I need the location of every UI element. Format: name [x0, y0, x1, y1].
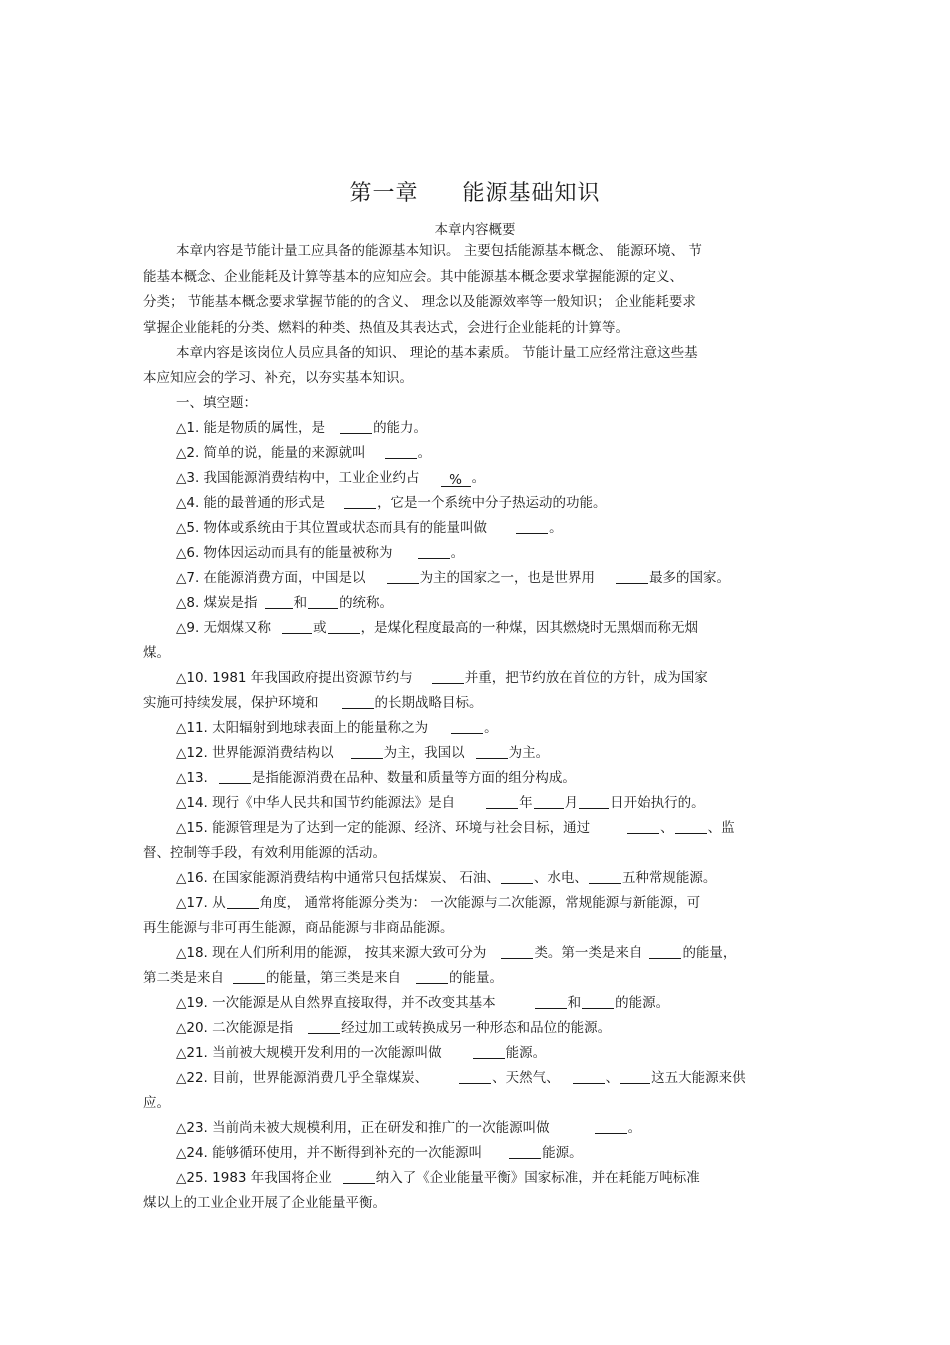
question-12: △12. 世界能源消费结构以 为主，我国以 为主。 [176, 745, 550, 761]
answer-blank[interactable] [328, 618, 360, 634]
answer-blank[interactable] [351, 743, 383, 759]
question-18-continued: 第二类是来自 的能量，第三类是来自 的能量。 [143, 970, 503, 986]
answer-blank[interactable] [476, 743, 508, 759]
question-15: △15. 能源管理是为了达到一定的能源、经济、环境与社会目标，通过 、 、监 [176, 820, 735, 836]
chapter-name: 能源基础知识 [462, 181, 601, 206]
question-15-continued: 督、控制等手段，有效利用能源的活动。 [143, 845, 386, 861]
answer-blank[interactable] [627, 818, 659, 834]
summary-line: 分类； 节能基本概念要求掌握节能的的含义、 理念以及能源效率等一般知识； 企业能耗要求 [143, 294, 696, 310]
chapter-title [0, 176, 950, 207]
answer-blank[interactable] [451, 718, 483, 734]
question-1: △1. 能是物质的属性，是 的能力。 [176, 420, 428, 436]
summary-line: 能基本概念、企业能耗及计算等基本的应知应会。其中能源基本概念要求掌握能源的定义、 [143, 269, 683, 285]
question-22-continued: 应。 [143, 1095, 170, 1111]
answer-blank[interactable] [344, 493, 376, 509]
question-9: △9. 无烟煤又称 或 ，是煤化程度最高的一种煤，因其燃烧时无黑烟而称无烟 [176, 620, 699, 636]
question-19: △19. 一次能源是从自然界直接取得，并不改变其基本 和 的能源。 [176, 995, 670, 1011]
question-3: △3. 我国能源消费结构中，工业企业约占 % 。 [176, 470, 486, 488]
answer-blank[interactable] [573, 1068, 605, 1084]
answer-blank[interactable]: % [441, 470, 471, 487]
answer-blank[interactable] [616, 568, 648, 584]
answer-blank[interactable] [582, 993, 614, 1009]
answer-blank[interactable] [340, 418, 372, 434]
question-10-continued: 实施可持续发展，保护环境和 的长期战略目标。 [143, 695, 483, 711]
chapter-summary-heading: 本章内容概要 [434, 222, 516, 238]
answer-blank[interactable] [534, 793, 564, 809]
summary-line: 本章内容是节能计量工应具备的能源基本知识。 主要包括能源基本概念、 能源环境、 节 [176, 243, 702, 259]
answer-blank[interactable] [579, 793, 609, 809]
question-11: △11. 太阳辐射到地球表面上的能量称之为 。 [176, 720, 498, 736]
answer-blank[interactable] [649, 943, 681, 959]
answer-blank[interactable] [516, 518, 548, 534]
answer-blank[interactable] [387, 568, 419, 584]
answer-blank[interactable] [675, 818, 707, 834]
answer-blank[interactable] [501, 868, 533, 884]
answer-blank[interactable] [265, 593, 293, 609]
answer-blank[interactable] [501, 943, 533, 959]
answer-blank[interactable] [473, 1043, 505, 1059]
question-23: △23. 当前尚未被大规模利用，正在研发和推广的一次能源叫做 。 [176, 1120, 642, 1136]
question-7: △7. 在能源消费方面，中国是以 为主的国家之一，也是世界用 最多的国家。 [176, 570, 731, 586]
summary-line: 本应知应会的学习、补充，以夯实基本知识。 [143, 370, 413, 386]
answer-blank[interactable] [227, 893, 259, 909]
answer-blank[interactable] [308, 593, 338, 609]
answer-blank[interactable] [418, 543, 450, 559]
question-24: △24. 能够循环使用，并不断得到补充的一次能源叫 能源。 [176, 1145, 583, 1161]
chapter-number: 第一章 [349, 181, 419, 206]
answer-blank[interactable] [416, 968, 448, 984]
answer-blank[interactable] [282, 618, 312, 634]
section-heading: 一、填空题： [176, 395, 257, 411]
question-14: △14. 现行《中华人民共和国节约能源法》是自 年 月 日开始执行的。 [176, 795, 705, 811]
question-13: △13. 是指能源消费在品种、数量和质量等方面的组分构成。 [176, 770, 576, 786]
answer-blank[interactable] [385, 443, 417, 459]
question-16: △16. 在国家能源消费结构中通常只包括煤炭、 石油、 、水电、 五种常规能源。 [176, 870, 717, 886]
question-10: △10. 1981 年我国政府提出资源节约与 并重，把节约放在首位的方针，成为国家 [176, 670, 708, 686]
answer-blank[interactable] [486, 793, 518, 809]
question-6: △6. 物体因运动而具有的能量被称为 。 [176, 545, 465, 561]
answer-blank[interactable] [589, 868, 621, 884]
question-20: △20. 二次能源是指 经过加工或转换成另一种形态和品位的能源。 [176, 1020, 612, 1036]
question-17: △17. 从 角度， 通常将能源分类为： 一次能源与二次能源，常规能源与新能源，可 [176, 895, 701, 911]
question-22: △22. 目前，世界能源消费几乎全靠煤炭、 、天然气、 、 这五大能源来供 [176, 1070, 746, 1086]
question-8: △8. 煤炭是指 和 的统称。 [176, 595, 394, 611]
question-25: △25. 1983 年我国将企业 纳入了《企业能量平衡》国家标准，并在耗能万吨标准 [176, 1170, 700, 1186]
answer-blank[interactable] [233, 968, 265, 984]
answer-blank[interactable] [343, 1168, 375, 1184]
answer-blank[interactable] [308, 1018, 340, 1034]
answer-blank[interactable] [432, 668, 464, 684]
question-25-continued: 煤以上的工业企业开展了企业能量平衡。 [143, 1195, 386, 1211]
answer-blank[interactable] [342, 693, 374, 709]
answer-blank[interactable] [620, 1068, 650, 1084]
question-18: △18. 现在人们所利用的能源， 按其来源大致可分为 类。第一类是来自 的能量， [176, 945, 737, 961]
answer-blank[interactable] [509, 1143, 541, 1159]
answer-blank[interactable] [219, 768, 251, 784]
question-5: △5. 物体或系统由于其位置或状态而具有的能量叫做 。 [176, 520, 563, 536]
question-4: △4. 能的最普通的形式是 ，它是一个系统中分子热运动的功能。 [176, 495, 607, 511]
question-9-continued: 煤。 [143, 645, 170, 661]
answer-blank[interactable] [535, 993, 567, 1009]
summary-line: 本章内容是该岗位人员应具备的知识、 理论的基本素质。 节能计量工应经常注意这些基 [176, 345, 698, 361]
answer-blank[interactable] [459, 1068, 491, 1084]
question-17-continued: 再生能源与非可再生能源，商品能源与非商品能源。 [143, 920, 454, 936]
question-2: △2. 简单的说，能量的来源就叫 。 [176, 445, 432, 461]
answer-blank[interactable] [595, 1118, 627, 1134]
question-21: △21. 当前被大规模开发利用的一次能源叫做 能源。 [176, 1045, 547, 1061]
summary-line: 掌握企业能耗的分类、燃料的种类、热值及其表达式，会进行企业能耗的计算等。 [143, 320, 629, 336]
